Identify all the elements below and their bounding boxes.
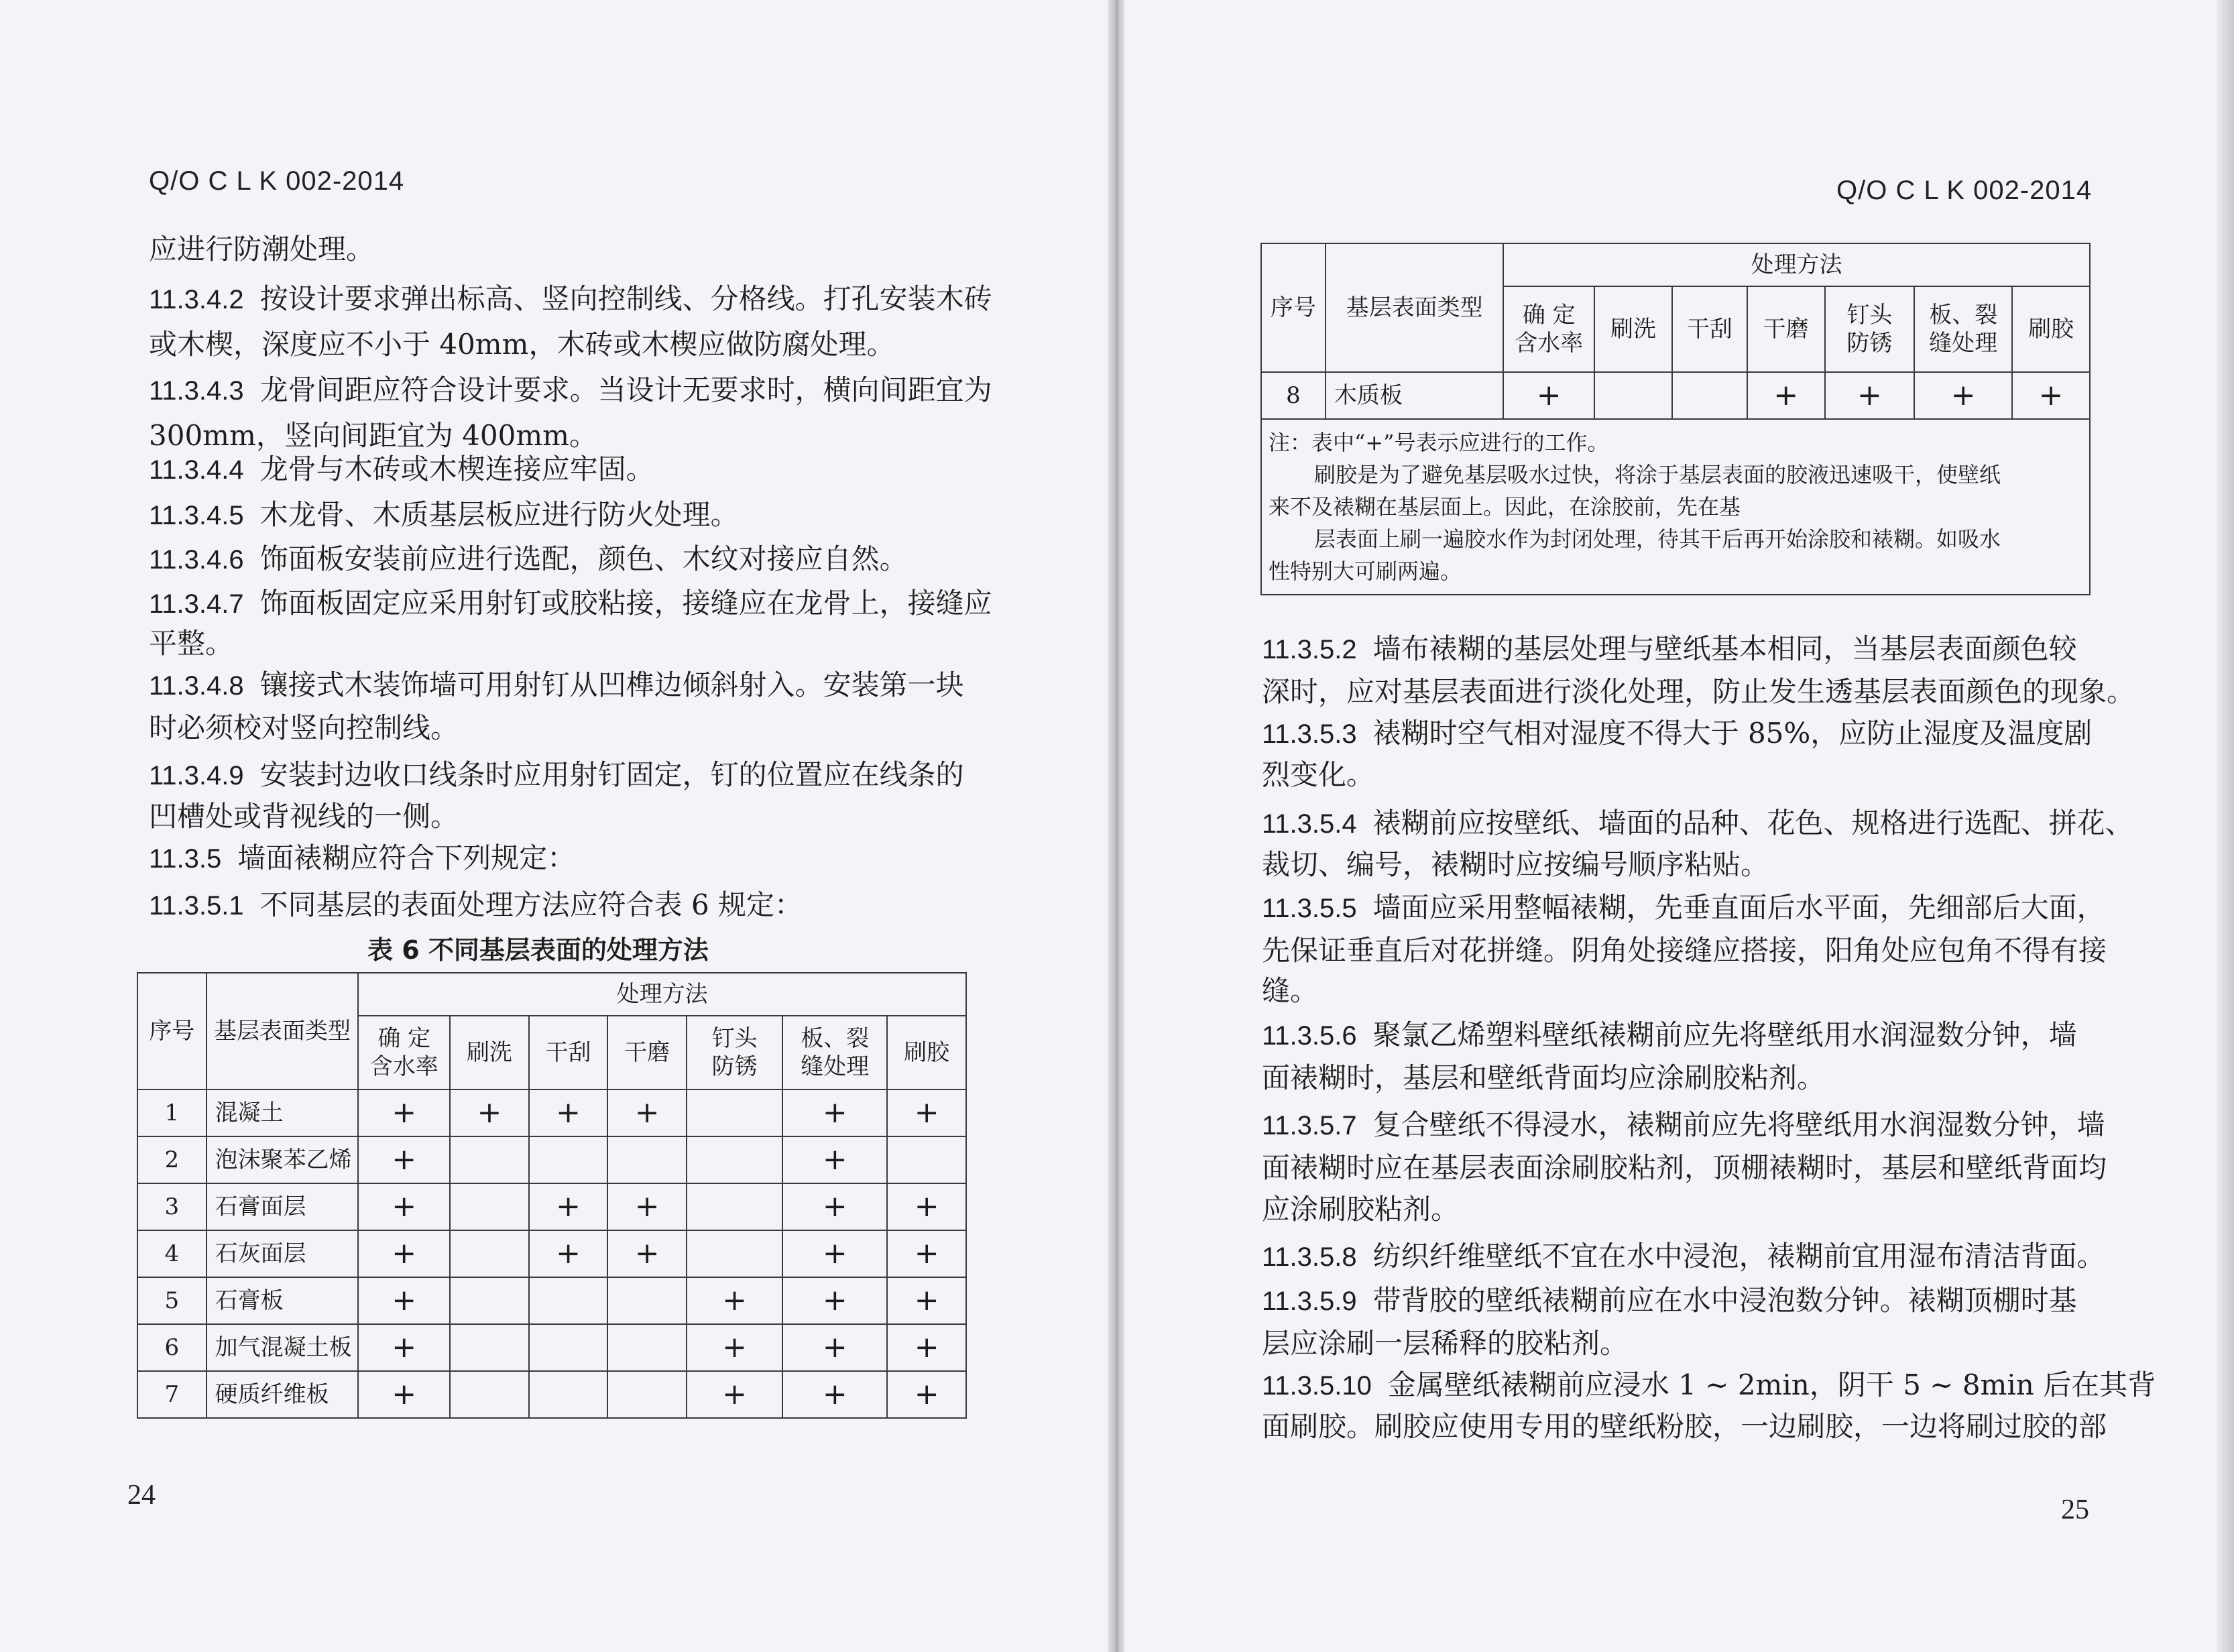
cell-mark: [607, 1277, 687, 1324]
cell-mark: +: [607, 1089, 687, 1136]
cell-type: 石膏板: [207, 1277, 359, 1324]
clause-line: 镶接式木装饰墙可用射钉从凹榫边倾斜射入。安装第一块: [259, 668, 964, 701]
clause-number: 11.3.4.9: [149, 761, 244, 790]
cell-seq: 2: [137, 1136, 207, 1183]
header-type: 基层表面类型: [207, 973, 359, 1089]
cell-mark: +: [2012, 372, 2090, 419]
treatment-table-continued: [1260, 243, 2091, 595]
clause-11-3-4-6: [149, 536, 908, 583]
clause-line: 或木楔，深度应不小于 40mm，木砖或木楔应做防腐处理。: [149, 328, 895, 361]
cell-mark: +: [1914, 372, 2012, 419]
header-col: 板、裂 缝处理: [1914, 286, 2012, 372]
clause-line: 复合壁纸不得浸水，裱糊前应先将壁纸用水润湿数分钟，墙: [1372, 1108, 2105, 1141]
clause-line: 龙骨间距应符合设计要求。当设计无要求时，横向间距宜为: [259, 373, 992, 406]
clause-11-3-4-4: [149, 447, 654, 493]
clause-number: 11.3.5.10: [1262, 1371, 1372, 1401]
table-row: [137, 1089, 966, 1136]
cell-seq: 7: [137, 1371, 207, 1418]
clause-11-3-5-8: [1262, 1234, 2105, 1280]
page-25: [1124, 0, 2234, 1652]
clause-line: 墙面裱糊应符合下列规定：: [237, 841, 576, 874]
clause-line: 平整。: [149, 627, 234, 660]
clause-number: 11.3.4.8: [149, 671, 244, 701]
clause-line: 面裱糊时，基层和壁纸背面均应涂刷胶粘剂。: [1262, 1061, 1826, 1094]
clause-line: 面裱糊时应在基层表面涂刷胶粘剂，顶棚裱糊时，基层和壁纸背面均: [1262, 1151, 2107, 1184]
cell-type: 石灰面层: [207, 1230, 359, 1277]
clause-line: 墙面应采用整幅裱糊，先垂直面后水平面，先细部后大面，: [1372, 891, 2105, 924]
cell-mark: [450, 1277, 529, 1324]
clause-number: 11.3.5.6: [1262, 1021, 1357, 1051]
header-col: 干磨: [607, 1016, 687, 1089]
clause-number: 11.3.4.3: [149, 376, 244, 406]
cell-mark: +: [358, 1230, 450, 1277]
clause-11-3-5-2: [1262, 626, 2077, 672]
cell-mark: [687, 1183, 782, 1230]
cell-mark: [450, 1324, 529, 1371]
cell-mark: +: [450, 1089, 529, 1136]
cell-mark: +: [529, 1089, 608, 1136]
clause-11-3-5-1: [149, 882, 803, 929]
clause-line: 300mm，竖向间距宜为 400mm。: [149, 419, 597, 452]
clause-11-3-5-5: [1262, 885, 2105, 931]
header-col: 钉头 防锈: [1825, 286, 1915, 372]
clause-line: 饰面板安装前应进行选配，颜色、木纹对接应自然。: [259, 542, 908, 575]
cell-mark: +: [782, 1371, 887, 1418]
clause-line: 纺织纤维壁纸不宜在水中浸泡，裱糊前宜用湿布清洁背面。: [1372, 1240, 2105, 1273]
cell-mark: +: [358, 1324, 450, 1371]
clause-11-3-5-4: [1262, 801, 2133, 847]
clause-11-3-4-7: [149, 581, 992, 627]
clause-11-3-5-10: [1262, 1362, 2156, 1409]
clause-line: 面刷胶。刷胶应使用专用的壁纸粉胶，一边刷胶，一边将刷过胶的部: [1262, 1410, 2107, 1443]
table-note: [1261, 419, 2090, 595]
clause-line: 裱糊时空气相对湿度不得大于 85%，应防止湿度及温度剧: [1372, 717, 2093, 750]
cell-seq: 4: [137, 1230, 207, 1277]
cell-type: 加气混凝土板: [207, 1324, 359, 1371]
table-body: [1261, 372, 2090, 419]
cell-mark: [607, 1371, 687, 1418]
clause-line: 金属壁纸裱糊前应浸水 1 ~ 2min，阴干 5 ~ 8min 后在其背: [1387, 1368, 2156, 1401]
cell-mark: +: [687, 1371, 782, 1418]
clause-11-3-5-9: [1262, 1278, 2077, 1324]
clause-number: 11.3.5.2: [1262, 635, 1357, 664]
book-gutter: [1108, 0, 1126, 1652]
cell-mark: [687, 1136, 782, 1183]
clause-11-3-4-8: [149, 662, 964, 709]
page-header: Q/O C L K 002-2014: [149, 166, 405, 196]
cell-mark: [450, 1183, 529, 1230]
header-col: 刷胶: [887, 1016, 966, 1089]
cell-mark: +: [1747, 372, 1825, 419]
clause-number: 11.3.5: [149, 844, 222, 874]
cell-mark: [529, 1324, 608, 1371]
cell-mark: +: [607, 1183, 687, 1230]
cell-mark: +: [782, 1277, 887, 1324]
cell-mark: [607, 1324, 687, 1371]
clause-11-3-5-6: [1262, 1012, 2077, 1059]
cell-mark: [450, 1136, 529, 1183]
cell-mark: [529, 1277, 608, 1324]
paragraph: [149, 227, 374, 272]
clause-line: 时必须校对竖向控制线。: [149, 711, 459, 744]
clause-line: 凹槽处或背视线的一侧。: [149, 800, 459, 833]
cell-mark: +: [887, 1277, 966, 1324]
clause-number: 11.3.4.7: [149, 589, 244, 619]
clause-line: 缝。: [1262, 974, 1319, 1007]
clause-number: 11.3.4.5: [149, 501, 244, 530]
note-line: 注：表中“+”号表示应进行的工作。: [1269, 430, 1609, 455]
clause-line: 木龙骨、木质基层板应进行防火处理。: [259, 498, 739, 531]
table-row: [137, 1324, 966, 1371]
clause-number: 11.3.5.3: [1262, 719, 1357, 749]
clause-line: 按设计要求弹出标高、竖向控制线、分格线。打孔安装木砖: [259, 282, 992, 315]
clause-line: 饰面板固定应采用射钉或胶粘接，接缝应在龙骨上，接缝应: [259, 587, 992, 620]
clause-line: 不同基层的表面处理方法应符合表 6 规定：: [259, 888, 803, 921]
clause-number: 11.3.5.1: [149, 891, 244, 921]
cell-seq: 1: [137, 1089, 207, 1136]
header-group: 处理方法: [358, 973, 966, 1016]
cell-mark: +: [887, 1183, 966, 1230]
header-col: 干刮: [529, 1016, 608, 1089]
cell-mark: +: [358, 1183, 450, 1230]
header-col: 刷洗: [1594, 286, 1672, 372]
clause-11-3-4-5: [149, 492, 739, 538]
cell-mark: +: [687, 1277, 782, 1324]
header-col: 确 定 含水率: [1503, 286, 1594, 372]
clause-number: 11.3.5.5: [1262, 894, 1357, 923]
cell-mark: [450, 1230, 529, 1277]
page-number: 24: [127, 1480, 156, 1511]
table-row: [137, 1371, 966, 1418]
clause-number: 11.3.5.7: [1262, 1111, 1357, 1140]
cell-mark: +: [782, 1324, 887, 1371]
cell-seq: 3: [137, 1183, 207, 1230]
header-col: 确 定 含水率: [358, 1016, 450, 1089]
header-col: 板、裂 缝处理: [782, 1016, 887, 1089]
header-col: 刷洗: [450, 1016, 529, 1089]
cell-mark: +: [1825, 372, 1915, 419]
cell-mark: [687, 1230, 782, 1277]
note-line: 层表面上刷一遍胶水作为封闭处理，待其干后再开始涂胶和裱糊。如吸水: [1314, 526, 2001, 552]
cell-type: 木质板: [1326, 372, 1503, 419]
cell-mark: [887, 1136, 966, 1183]
cell-mark: [1594, 372, 1672, 419]
clause-line: 带背胶的壁纸裱糊前应在水中浸泡数分钟。裱糊顶棚时基: [1372, 1284, 2077, 1317]
cell-mark: +: [887, 1089, 966, 1136]
table-body: [137, 1089, 966, 1418]
cell-mark: [687, 1089, 782, 1136]
clause-number: 11.3.5.9: [1262, 1287, 1357, 1316]
header-seq: 序号: [1261, 243, 1326, 372]
clause-11-3-4-2: [149, 276, 992, 322]
note-line: 来不及裱糊在基层面上。因此，在涂胶前，先在基: [1269, 494, 1741, 520]
clause-11-3-4-3: [149, 367, 992, 414]
clause-line: 应涂刷胶粘剂。: [1262, 1193, 1460, 1226]
header-group: 处理方法: [1503, 243, 2090, 286]
clause-number: 11.3.5.8: [1262, 1242, 1357, 1272]
table-row: [137, 1183, 966, 1230]
page-number: 25: [2061, 1494, 2089, 1525]
clause-number: 11.3.4.2: [149, 285, 244, 314]
table-row: [137, 1136, 966, 1183]
cell-mark: +: [887, 1324, 966, 1371]
clause-line: 聚氯乙烯塑料壁纸裱糊前应先将壁纸用水润湿数分钟，墙: [1372, 1018, 2077, 1051]
header-col: 干磨: [1747, 286, 1825, 372]
note-line: 刷胶是为了避免基层吸水过快，将涂于基层表面的胶液迅速吸干，使壁纸: [1314, 462, 2001, 487]
cell-mark: +: [358, 1371, 450, 1418]
clause-line: 龙骨与木砖或木楔连接应牢固。: [259, 453, 654, 485]
cell-mark: +: [782, 1230, 887, 1277]
clause-line: 烈变化。: [1262, 758, 1375, 791]
cell-mark: +: [529, 1230, 608, 1277]
cell-seq: 8: [1261, 372, 1326, 419]
page-edge-right: [2217, 0, 2234, 1652]
clause-11-3-5-3: [1262, 711, 2092, 757]
header-type: 基层表面类型: [1326, 243, 1503, 372]
clause-11-3-5: [149, 835, 575, 882]
note-line: 性特别大可刷两遍。: [1269, 558, 1462, 584]
cell-mark: +: [607, 1230, 687, 1277]
cell-type: 混凝土: [207, 1089, 359, 1136]
cell-type: 硬质纤维板: [207, 1371, 359, 1418]
cell-mark: [1672, 372, 1747, 419]
clause-line: 裱糊前应按壁纸、墙面的品种、花色、规格进行选配、拼花、: [1372, 807, 2133, 839]
clause-number: 11.3.5.4: [1262, 809, 1357, 839]
cell-mark: +: [1503, 372, 1594, 419]
table-row: [137, 1230, 966, 1277]
page-24: [0, 0, 1110, 1652]
cell-mark: +: [782, 1136, 887, 1183]
cell-seq: 5: [137, 1277, 207, 1324]
header-col: 刷胶: [2012, 286, 2090, 372]
cell-mark: [529, 1136, 608, 1183]
cell-mark: +: [782, 1183, 887, 1230]
clause-line: 墙布裱糊的基层处理与壁纸基本相同，当基层表面颜色较: [1372, 632, 2077, 665]
header-col: 钉头 防锈: [687, 1016, 782, 1089]
clause-number: 11.3.4.4: [149, 455, 244, 485]
clause-line: 先保证垂直后对花拼缝。阴角处接缝应搭接，阳角处应包角不得有接: [1262, 934, 2107, 967]
cell-mark: +: [358, 1089, 450, 1136]
cell-mark: [450, 1371, 529, 1418]
cell-mark: +: [887, 1230, 966, 1277]
header-seq: 序号: [137, 973, 207, 1089]
cell-type: 石膏面层: [207, 1183, 359, 1230]
cell-mark: [529, 1371, 608, 1418]
cell-seq: 6: [137, 1324, 207, 1371]
clause-line: 安装封边收口线条时应用射钉固定，钉的位置应在线条的: [259, 758, 964, 791]
cell-mark: [607, 1136, 687, 1183]
paragraph-text: 应进行防潮处理。: [149, 233, 375, 266]
table-caption: 表 6 不同基层表面的处理方法: [367, 935, 709, 965]
cell-mark: +: [358, 1277, 450, 1324]
cell-mark: +: [887, 1371, 966, 1418]
clause-number: 11.3.4.6: [149, 545, 244, 575]
clause-11-3-5-7: [1262, 1102, 2105, 1148]
header-col: 干刮: [1672, 286, 1747, 372]
cell-mark: +: [687, 1324, 782, 1371]
cell-mark: +: [782, 1089, 887, 1136]
clause-line: 深时，应对基层表面进行淡化处理，防止发生透基层表面颜色的现象。: [1262, 675, 2135, 708]
treatment-table: [137, 972, 967, 1419]
cell-mark: +: [529, 1183, 608, 1230]
cell-mark: +: [358, 1136, 450, 1183]
clause-line: 裁切、编号，裱糊时应按编号顺序粘贴。: [1262, 848, 1769, 881]
page-header: Q/O C L K 002-2014: [1836, 176, 2093, 205]
table-row: [1261, 372, 2090, 419]
cell-type: 泡沫聚苯乙烯: [207, 1136, 359, 1183]
clause-line: 层应涂刷一层稀释的胶粘剂。: [1262, 1327, 1629, 1360]
clause-11-3-4-9: [149, 752, 964, 799]
table-row: [137, 1277, 966, 1324]
